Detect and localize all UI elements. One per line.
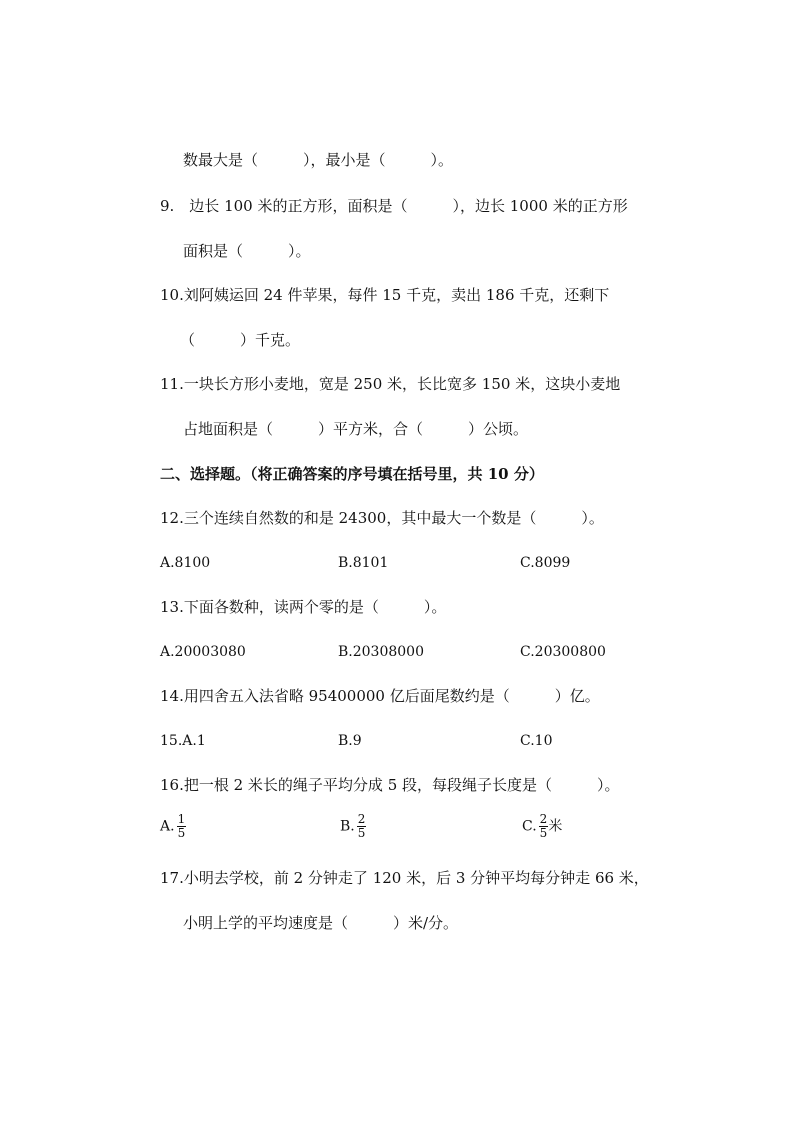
- q15-option-c: C.10: [520, 733, 553, 749]
- q12-option-b: B.8101: [338, 555, 389, 571]
- q15-option-a: 15.A.1: [160, 733, 206, 749]
- q16-option-b-fraction: [357, 813, 367, 840]
- q13-option-c: C.20300800: [520, 644, 606, 660]
- fraction-denominator: 5: [177, 826, 186, 840]
- q16-option-c-fraction: [539, 813, 549, 840]
- q12-option-c: C.8099: [520, 555, 571, 571]
- q16-option-b-prefix: B.: [340, 818, 355, 835]
- q11-line2: 占地面积是（ ）平方米，合（ ）公顷。: [183, 420, 529, 438]
- q15-option-b: B.9: [338, 733, 362, 749]
- q11-line1: 11.一块长方形小麦地，宽是 250 米，长比宽多 150 米，这块小麦地: [160, 375, 621, 393]
- q13-text: 13.下面各数种，读两个零的是（ ）。: [160, 598, 447, 616]
- q9-line2: 面积是（ ）。: [183, 242, 311, 260]
- q16-text: 16.把一根 2 米长的绳子平均分成 5 段，每段绳子长度是（ ）。: [160, 776, 620, 794]
- q17-line1: 17.小明去学校，前 2 分钟走了 120 米，后 3 分钟平均每分钟走 66 米，: [160, 869, 649, 887]
- q16-option-b: [340, 813, 366, 840]
- q16-option-a-prefix: A.: [160, 818, 175, 835]
- q9-line1: 9. 边长 100 米的正方形，面积是（ ），边长 1000 米的正方形: [160, 197, 628, 215]
- q8-line2: 数最大是（ ），最小是（ ）。: [183, 151, 454, 169]
- section-2-title: 二、选择题。（将正确答案的序号填在括号里，共 10 分）: [160, 465, 544, 483]
- fraction-numerator: 2: [539, 812, 548, 826]
- q12-option-a: A.8100: [160, 555, 211, 571]
- q13-option-b: B.20308000: [338, 644, 424, 660]
- fraction-denominator: 5: [357, 826, 366, 840]
- q12-text: 12.三个连续自然数的和是 24300，其中最大一个数是（ ）。: [160, 509, 604, 527]
- q16-option-a-fraction: [177, 813, 187, 840]
- q17-line2: 小明上学的平均速度是（ ）米/分。: [183, 914, 459, 932]
- fraction-denominator: 5: [539, 826, 548, 840]
- q10-line2: （ ）千克。: [180, 331, 301, 349]
- fraction-numerator: 1: [177, 812, 186, 826]
- q14-text: 14.用四舍五入法省略 95400000 亿后面尾数约是（ ）亿。: [160, 687, 600, 705]
- q16-option-a: [160, 813, 186, 840]
- q16-option-c-prefix: C.: [522, 818, 537, 835]
- q10-line1: 10.刘阿姨运回 24 件苹果，每件 15 千克，卖出 186 千克，还剩下: [160, 286, 610, 304]
- q16-option-c: [522, 813, 562, 840]
- q13-option-a: A.20003080: [160, 644, 246, 660]
- q16-option-c-unit: 米: [548, 818, 563, 835]
- fraction-numerator: 2: [357, 812, 366, 826]
